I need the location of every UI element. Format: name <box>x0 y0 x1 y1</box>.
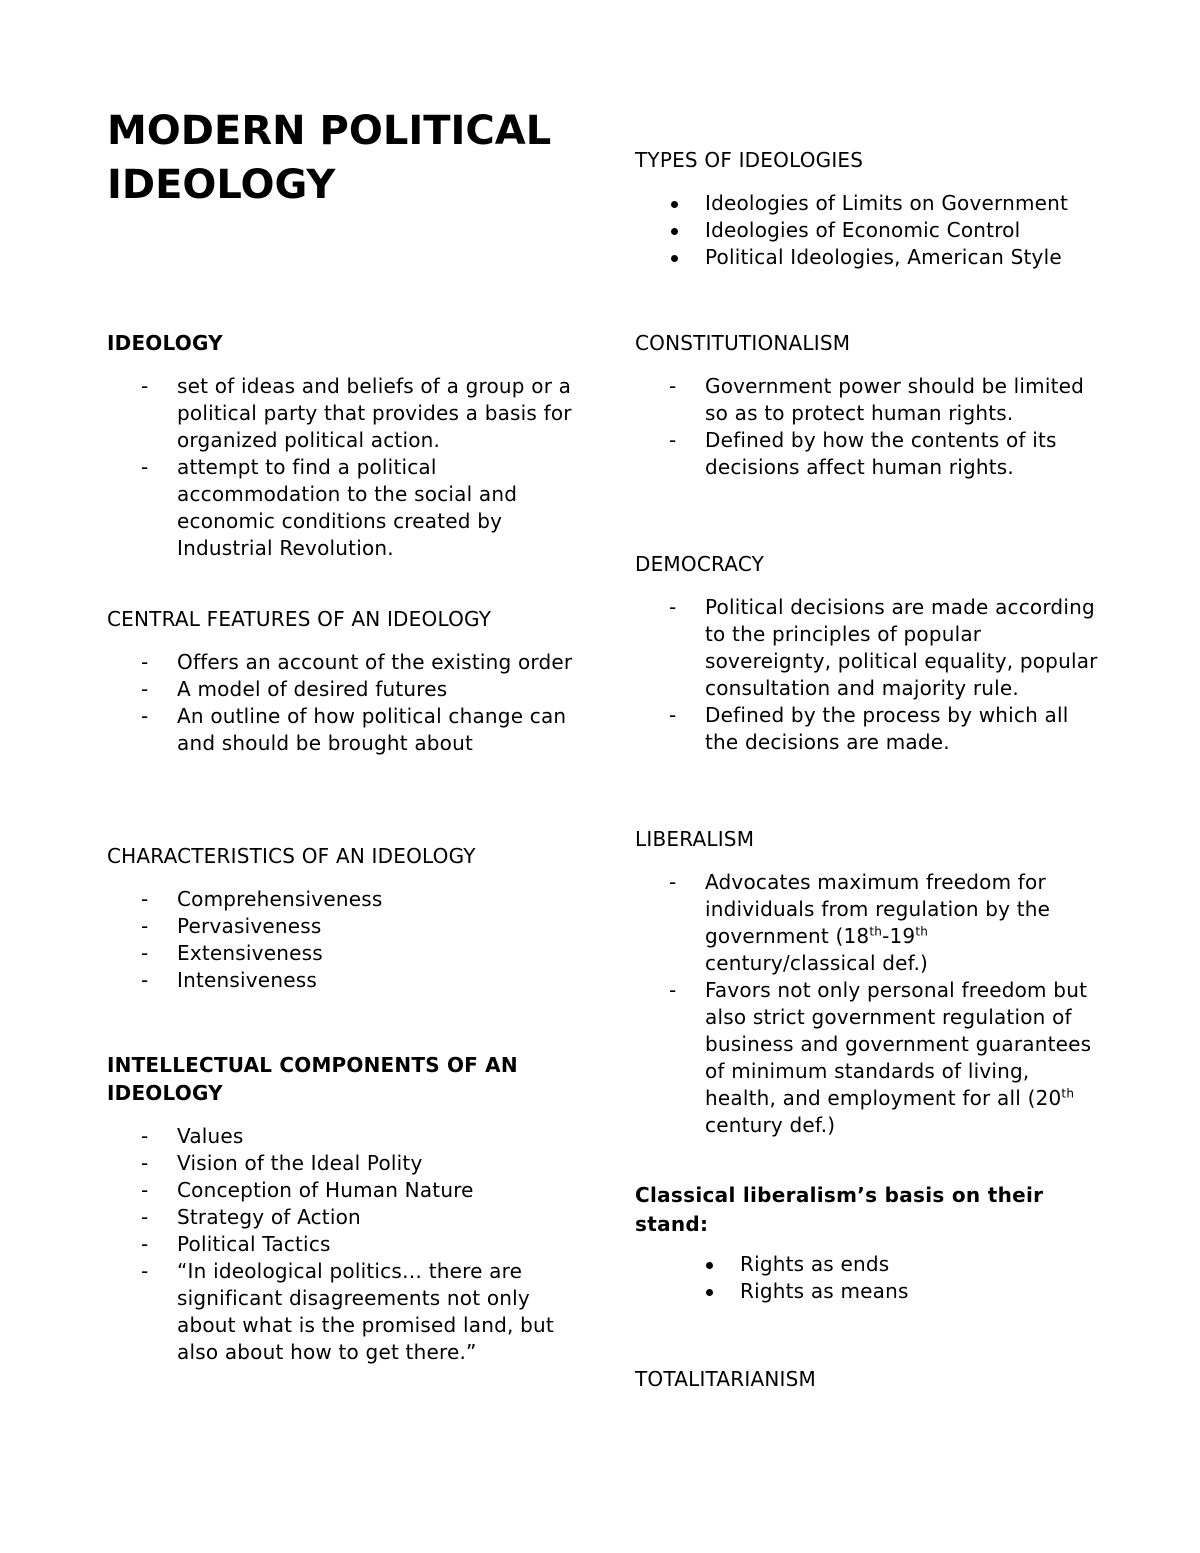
dash-marker: - <box>141 1259 149 1283</box>
dash-marker: - <box>141 887 149 911</box>
section-heading: INTELLECTUAL COMPONENTS OF AN IDEOLOGY <box>107 1053 518 1105</box>
list-item: - Intensiveness <box>141 968 317 992</box>
dash-marker: - <box>141 455 149 479</box>
list-item: - “In ideological politics… there are significant disagreements not only about what is the promised land, but also about how to get there.” <box>141 1259 554 1364</box>
list-item: Political Ideologies, American Style <box>635 244 1105 271</box>
list-item: - Government power should be limited so as to protect human rights. <box>669 374 1085 425</box>
list-item: - Extensiveness <box>141 941 323 965</box>
classical-liberalism-list <box>635 1251 1105 1305</box>
dash-marker: - <box>141 1205 149 1229</box>
dash-marker: - <box>669 374 677 398</box>
section-heading: CONSTITUTIONALISM <box>635 331 851 355</box>
list-item: - Values <box>141 1124 244 1148</box>
characteristics-list <box>107 886 577 994</box>
list-item: - Vision of the Ideal Polity <box>141 1151 423 1175</box>
section-ideology <box>107 329 577 562</box>
section-central-features <box>107 605 577 757</box>
section-totalitarianism <box>635 1365 1105 1393</box>
list-item: Rights as ends <box>635 1251 1105 1278</box>
list-item: - Political Tactics <box>141 1232 331 1256</box>
list-item: - Conception of Human Nature <box>141 1178 474 1202</box>
dash-marker: - <box>669 595 677 619</box>
page-title: MODERN POLITICAL IDEOLOGY <box>107 108 552 208</box>
section-heading: TYPES OF IDEOLOGIES <box>635 148 864 172</box>
intellectual-components-list <box>107 1123 577 1366</box>
dash-marker: - <box>669 428 677 452</box>
section-constitutionalism <box>635 329 1105 481</box>
dash-marker: - <box>141 941 149 965</box>
central-features-list <box>107 649 577 757</box>
section-intellectual-components <box>107 1051 577 1366</box>
dash-marker: - <box>141 677 149 701</box>
bullet-marker <box>706 1289 713 1296</box>
constitutionalism-list <box>635 373 1105 481</box>
list-item: - Comprehensiveness <box>141 887 383 911</box>
liberalism-list <box>635 869 1105 1139</box>
dash-marker: - <box>141 968 149 992</box>
democracy-list <box>635 594 1105 756</box>
dash-marker: - <box>141 1178 149 1202</box>
dash-marker: - <box>669 978 677 1002</box>
section-heading: IDEOLOGY <box>107 331 223 355</box>
section-heading: DEMOCRACY <box>635 552 765 576</box>
section-heading: CHARACTERISTICS OF AN IDEOLOGY <box>107 844 476 868</box>
section-classical-liberalism <box>635 1181 1105 1305</box>
ideology-list <box>107 373 577 562</box>
list-item: Rights as means <box>635 1278 1105 1305</box>
bullet-marker <box>671 228 678 235</box>
list-item: - Political decisions are made according to the principles of popular sovereignty, political equality, popular consultation and majority rule. <box>669 595 1098 700</box>
dash-marker: - <box>669 870 677 894</box>
list-item: Ideologies of Economic Control <box>635 217 1105 244</box>
dash-marker: - <box>141 1151 149 1175</box>
list-item: - Defined by how the contents of its decisions affect human rights. <box>669 428 1057 479</box>
dash-marker: - <box>141 374 149 398</box>
section-democracy <box>635 550 1105 756</box>
list-item: - Advocates maximum freedom for individuals from regulation by the government (18th-19th century/classical def.) <box>669 870 1051 975</box>
section-heading: LIBERALISM <box>635 827 755 851</box>
classical-liberalism-heading: Classical liberalism’s basis on their stand: <box>635 1183 1044 1236</box>
list-item: - Strategy of Action <box>141 1205 361 1229</box>
types-list <box>635 190 1105 271</box>
section-liberalism <box>635 825 1105 1139</box>
dash-marker: - <box>141 704 149 728</box>
list-item: - Pervasiveness <box>141 914 322 938</box>
section-characteristics <box>107 842 577 994</box>
section-heading: CENTRAL FEATURES OF AN IDEOLOGY <box>107 607 492 631</box>
section-heading: TOTALITARIANISM <box>635 1367 816 1391</box>
dash-marker: - <box>669 703 677 727</box>
dash-marker: - <box>141 1232 149 1256</box>
list-item: - Favors not only personal freedom but also strict government regulation of business and government guarantees of minimum standards of living, health, and employment for all (20th century def.) <box>669 978 1092 1137</box>
bullet-marker <box>671 255 678 262</box>
list-item: - An outline of how political change can and should be brought about <box>141 704 567 755</box>
dash-marker: - <box>141 914 149 938</box>
bullet-marker <box>706 1262 713 1269</box>
section-types-of-ideologies <box>635 146 1105 271</box>
list-item: Ideologies of Limits on Government <box>635 190 1105 217</box>
list-item: - set of ideas and beliefs of a group or a political party that provides a basis for organized political action. <box>141 374 572 452</box>
list-item: - Offers an account of the existing order <box>141 650 573 674</box>
bullet-marker <box>671 201 678 208</box>
dash-marker: - <box>141 650 149 674</box>
list-item: - A model of desired futures <box>141 677 448 701</box>
list-item: - attempt to find a political accommodation to the social and economic conditions created by Industrial Revolution. <box>141 455 518 560</box>
dash-marker: - <box>141 1124 149 1148</box>
list-item: - Defined by the process by which all the decisions are made. <box>669 703 1069 754</box>
